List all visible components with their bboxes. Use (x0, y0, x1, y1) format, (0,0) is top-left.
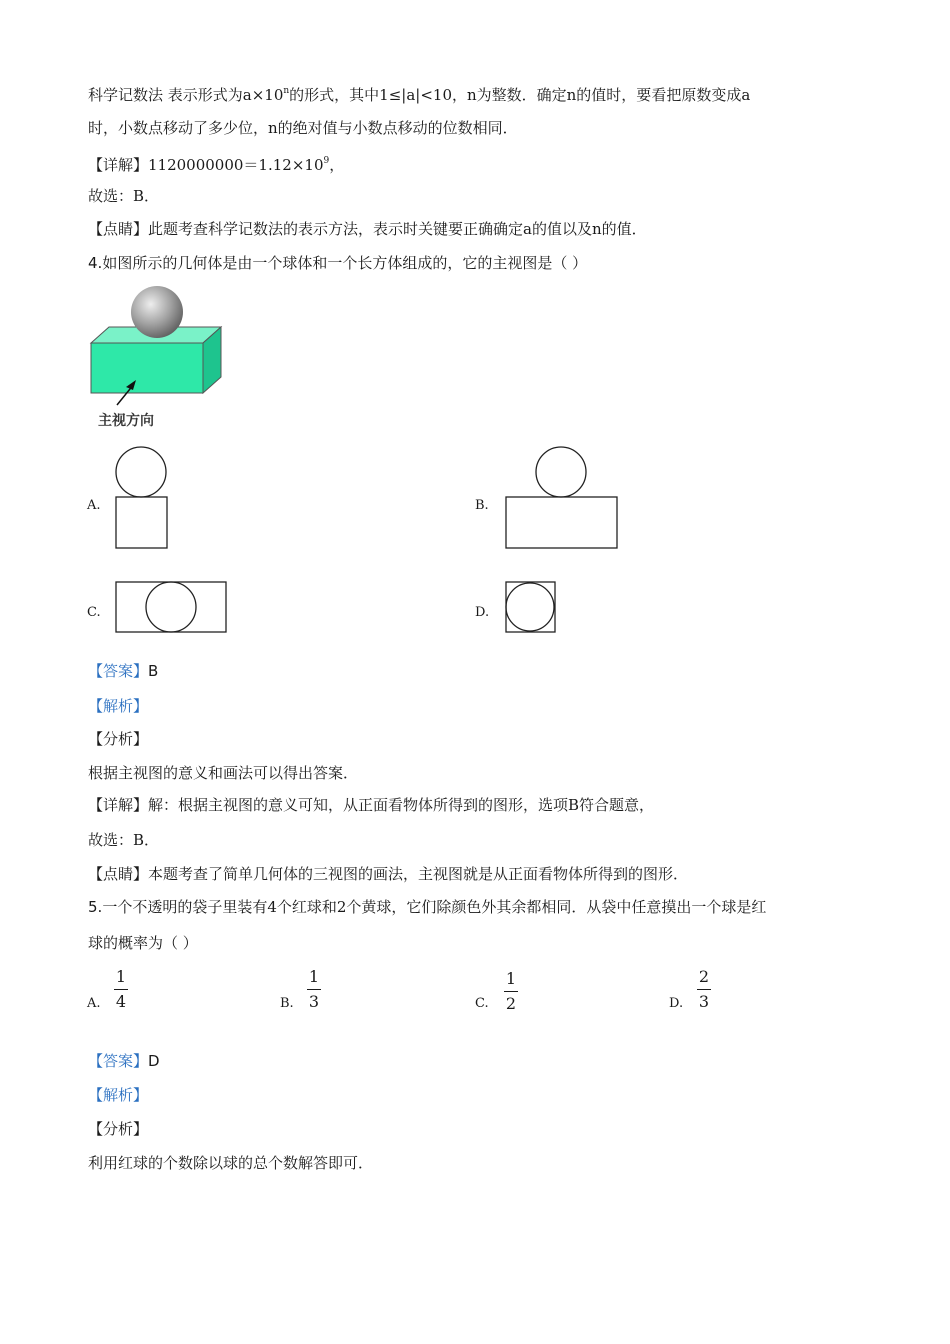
option-b-fraction: 1 3 (308, 967, 320, 1011)
option-d-drawing (500, 575, 562, 639)
option-d-label: D. (669, 996, 684, 1011)
text-line: 【详解】$1120000000=1.12\times 10^9$， (88, 156, 345, 174)
text-line: 【点睛】本题考查了简单几何体的三视图的画法，主视图就是从正面看物体所得到的图形． (88, 865, 689, 883)
text-line: 根据主视图的意义和画法可以得出答案． (88, 764, 359, 782)
answer-line: 【答案】D (88, 1052, 160, 1070)
option-c-label: C. (475, 996, 489, 1011)
text-line: 时，小数点移动了多少位，n的绝对值与小数点移动的位数相同． (88, 119, 518, 137)
option-b-label: B. (475, 498, 489, 513)
text-line: 【点睛】此题考查科学记数法的表示方法，表示时关键要正确确定a的值以及n的值． (88, 220, 647, 238)
question-5-stem-cont: 球的概率为（ ） (88, 934, 198, 952)
text-line: 故选：B． (88, 831, 160, 849)
question-5-stem: 5.一个不透明的袋子里装有4个红球和2个黄球，它们除颜色外其余都相同．从袋中任意摸出一个球是红 (88, 898, 767, 916)
option-c-drawing (110, 575, 235, 639)
option-a-drawing (110, 445, 180, 553)
answer-line: 【答案】B (88, 662, 159, 680)
option-c-label: C. (87, 605, 101, 620)
figure-caption: 主视方向 (98, 413, 154, 429)
option-b-drawing (500, 445, 625, 553)
fenxi-tag: 【分析】 (88, 730, 149, 748)
sphere (131, 286, 183, 338)
fenxi-tag: 【分析】 (88, 1120, 149, 1138)
analysis-tag: 【解析】 (88, 697, 149, 715)
text-line: 【详解】解：根据主视图的意义可知，从正面看物体所得到的图形，选项B符合题意， (88, 796, 655, 814)
text-line: 科学记数法 表示形式为$a\times 10^n$的形式，其中1≤|a|<10，n为整数．确定n的值时，要看把原数变成a (88, 86, 751, 104)
analysis-tag: 【解析】 (88, 1086, 149, 1104)
box-front-face (91, 343, 203, 393)
text-line: 利用红球的个数除以球的总个数解答即可． (88, 1154, 374, 1172)
option-a-label: A. (87, 498, 101, 513)
option-d-label: D. (475, 605, 490, 620)
option-a-label: A. (87, 996, 101, 1011)
text-line: 故选：B． (88, 187, 160, 205)
geometry-solid-figure (88, 285, 228, 435)
option-d-fraction: 2 3 (698, 967, 710, 1011)
option-b-label: B. (280, 996, 294, 1011)
option-c-fraction: 1 2 (505, 969, 517, 1013)
option-a-fraction: 1 4 (115, 967, 127, 1011)
question-4-stem: 4.如图所示的几何体是由一个球体和一个长方体组成的，它的主视图是（ ） (88, 254, 588, 272)
